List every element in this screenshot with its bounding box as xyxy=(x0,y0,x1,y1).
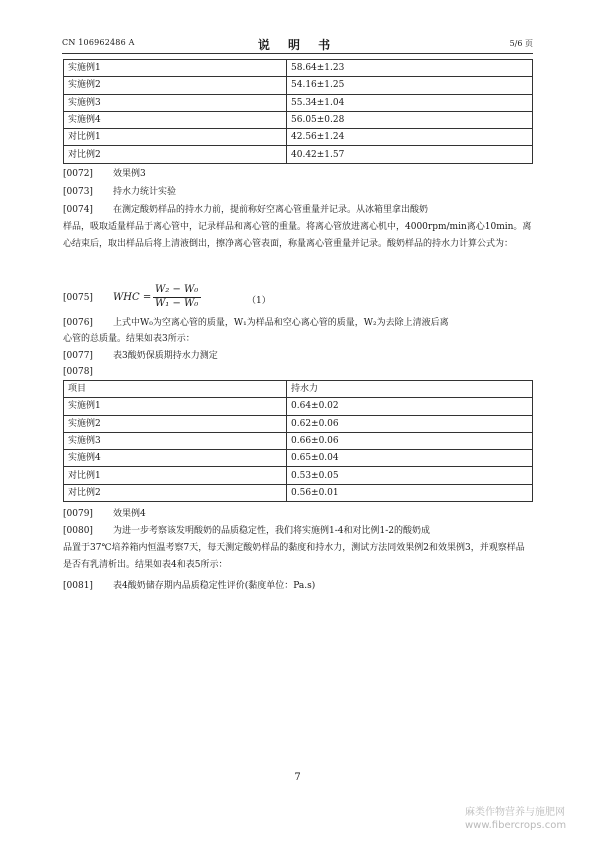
results-table-continued xyxy=(63,59,533,164)
table-cell: 实施例1 xyxy=(64,60,287,77)
watermark-url: www.fibercrops.com xyxy=(465,820,567,831)
formula-denominator: W₁ − W₀ xyxy=(155,298,199,309)
table-cell: 实施例3 xyxy=(64,432,287,449)
table-row xyxy=(64,467,533,484)
paragraph-text: 为进一步考察该发明酸奶的品质稳定性，我们将实施例1-4和对比例1-2的酸奶成 xyxy=(113,526,430,536)
formula-block xyxy=(63,284,533,314)
paragraph-number: [0074] xyxy=(63,205,93,215)
table-cell: 0.66±0.06 xyxy=(287,432,533,449)
table-row xyxy=(64,432,533,449)
table-caption: 表3酸奶保质期持水力测定 xyxy=(113,351,218,361)
paragraph-text: 在测定酸奶样品的持水力前，提前称好空离心管重量并记录。从冰箱里拿出酸奶 xyxy=(113,205,429,215)
table-row xyxy=(64,60,533,77)
table-cell: 实施例1 xyxy=(64,398,287,415)
paragraph-0078 xyxy=(63,364,113,381)
paragraph-text: 效果例3 xyxy=(113,169,146,179)
header-divider xyxy=(62,53,533,54)
table-cell: 对比例2 xyxy=(64,484,287,501)
patent-number: CN 106962486 A xyxy=(62,38,135,47)
table-row xyxy=(64,398,533,415)
table-cell: 实施例3 xyxy=(64,94,287,111)
paragraph-number: [0077] xyxy=(63,351,93,361)
table-cell: 实施例4 xyxy=(64,450,287,467)
table-caption: 表4酸奶储存期内品质稳定性评价(黏度单位：Pa.s) xyxy=(113,581,316,591)
paragraph-number: [0079] xyxy=(63,509,93,519)
table-cell: 实施例4 xyxy=(64,111,287,128)
water-holding-table xyxy=(63,380,533,502)
document-title: 说 明 书 xyxy=(257,38,338,52)
page-header xyxy=(62,36,533,52)
column-header: 持水力 xyxy=(287,381,533,398)
paragraph-text: 效果例4 xyxy=(113,509,146,519)
paragraph-0076-continuation: 心管的总质量。结果如表3所示： xyxy=(63,334,195,344)
paragraph-number: [0076] xyxy=(63,318,93,328)
site-watermark xyxy=(465,806,566,832)
table-row xyxy=(64,94,533,111)
paragraph-0081 xyxy=(63,578,315,595)
table-cell: 0.56±0.01 xyxy=(287,484,533,501)
table-cell: 42.56±1.24 xyxy=(287,129,533,146)
table-cell: 55.34±1.04 xyxy=(287,94,533,111)
paragraph-number: [0080] xyxy=(63,526,93,536)
paragraph-number: [0072] xyxy=(63,169,93,179)
paragraph-0074 xyxy=(63,202,428,219)
paragraph-0073 xyxy=(63,184,176,201)
table-cell: 0.65±0.04 xyxy=(287,450,533,467)
table-cell: 0.62±0.06 xyxy=(287,415,533,432)
formula-numerator: W₂ − W₀ xyxy=(155,284,199,295)
equation-number: （1） xyxy=(247,296,271,306)
paragraph-0080 xyxy=(63,523,430,540)
paragraph-text: 持水力统计实验 xyxy=(113,187,177,197)
paragraph-0074-continuation: 样品，吸取适量样品于离心管中，记录样品和离心管的重量。将离心管放进离心机中，4000rpm/min离心10min。离心结束后，取出样品后将上清液倒出，擦净离心管表面，称量离心管重量并记录。酸奶样品的持水力计算公式为： xyxy=(63,222,532,249)
table-row xyxy=(64,484,533,501)
paragraph-0077 xyxy=(63,348,218,365)
table-header-row xyxy=(64,381,533,398)
paragraph-number: [0073] xyxy=(63,187,93,197)
table-row xyxy=(64,111,533,128)
table-cell: 对比例1 xyxy=(64,467,287,484)
table-cell: 0.64±0.02 xyxy=(287,398,533,415)
paragraph-0076 xyxy=(63,315,449,332)
table-cell: 实施例2 xyxy=(64,77,287,94)
watermark-title: 麻类作物营养与施肥网 xyxy=(465,807,565,818)
paragraph-number: [0081] xyxy=(63,581,93,591)
page-indicator: 5/6 页 xyxy=(509,39,533,48)
column-header: 项目 xyxy=(64,381,287,398)
table-cell: 对比例2 xyxy=(64,146,287,163)
paragraph-text: 上式中W₀为空离心管的质量，W₁为样品和空心离心管的质量，W₂为去除上清液后离 xyxy=(113,318,449,328)
table-cell: 0.53±0.05 xyxy=(287,467,533,484)
table-row xyxy=(64,129,533,146)
table-row xyxy=(64,415,533,432)
table-row xyxy=(64,77,533,94)
table-row xyxy=(64,146,533,163)
paragraph-0080-continuation: 品置于37℃培养箱内恒温考察7天，每天测定酸奶样品的黏度和持水力，测试方法同效果例2和效果例3，并观察样品是否有乳清析出。结果如表4和表5所示： xyxy=(63,543,525,570)
table-cell: 56.05±0.28 xyxy=(287,111,533,128)
paragraph-0072 xyxy=(63,166,146,183)
paragraph-number: [0078] xyxy=(63,367,93,377)
formula-lhs: WHC = xyxy=(113,292,152,303)
paragraph-number: [0075] xyxy=(63,293,93,303)
table-cell: 40.42±1.57 xyxy=(287,146,533,163)
table-cell: 对比例1 xyxy=(64,129,287,146)
table-cell: 54.16±1.25 xyxy=(287,77,533,94)
page-number: 7 xyxy=(294,772,301,783)
paragraph-0079 xyxy=(63,506,146,523)
table-cell: 58.64±1.23 xyxy=(287,60,533,77)
table-row xyxy=(64,450,533,467)
table-cell: 实施例2 xyxy=(64,415,287,432)
